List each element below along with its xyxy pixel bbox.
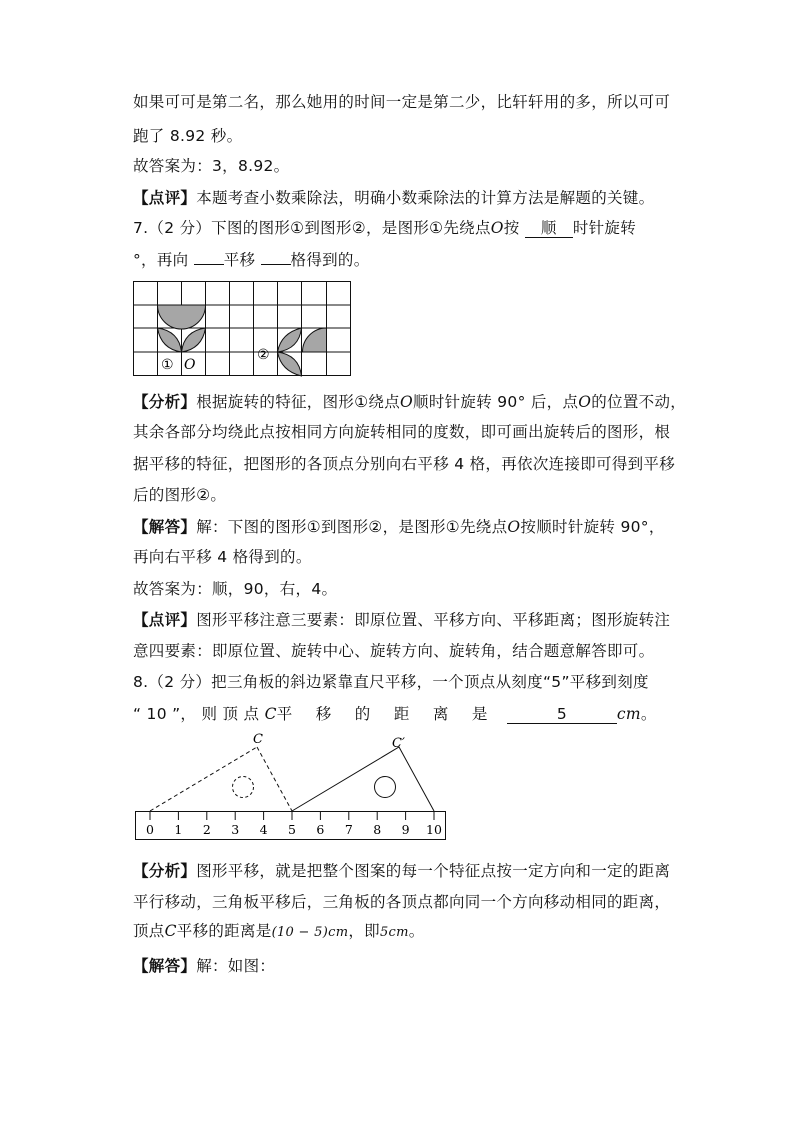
result-value: 5 <box>379 925 389 940</box>
comment-text: 本题考查小数乘除法，明确小数乘除法的计算方法是解题的关键。 <box>196 189 655 207</box>
analysis-text: 顺时针旋转 90° 后，点 <box>413 393 579 411</box>
q7-stem-e: 平移 <box>223 251 256 269</box>
point-o-label: O <box>507 518 521 536</box>
q8-solution <box>133 955 275 977</box>
q7-stem-f: 格得到的。 <box>290 251 370 269</box>
moved-triangle-hole <box>375 777 396 798</box>
q7-stem-b: 按 <box>503 219 520 237</box>
comment-tag: 【点评】 <box>133 189 197 207</box>
q7-analysis-line-1 <box>133 391 686 413</box>
figure-2-label: ② <box>257 347 270 363</box>
q8-ruler-figure <box>133 730 449 842</box>
analysis-text: 根据旋转的特征，图形①绕点 <box>196 393 400 411</box>
q7-stem-line-1 <box>133 217 636 239</box>
ruler-tick-label: 7 <box>344 822 353 837</box>
q8-analysis-line-2: 平行移动，三角板平移后，三角板的各顶点都向同一个方向移动相同的距离， <box>133 893 671 911</box>
q7-solution-line-1 <box>133 516 665 538</box>
q7-blank-1: 顺 <box>525 219 573 238</box>
original-triangle-hypotenuse <box>150 747 257 811</box>
ruler-tick-label: 10 <box>426 822 442 837</box>
q8-stem-2a: “ 10 ”， 则 顶 点 <box>133 705 260 723</box>
solution-text: 按顺时针旋转 90°， <box>520 518 665 536</box>
q8-analysis-line-1 <box>133 860 670 882</box>
solution-tag: 【解答】 <box>133 518 197 536</box>
ruler-tick-label: 9 <box>401 822 410 837</box>
vertex-c-label: C <box>253 732 263 747</box>
point-o-figure-label: O <box>184 357 196 373</box>
solution-text: 解：下图的图形①到图形②，是图形①先绕点 <box>196 518 508 536</box>
point-o-label: O <box>490 219 504 237</box>
q8-analysis-line-3 <box>133 920 425 944</box>
analysis-tag: 【分析】 <box>133 862 197 880</box>
solution-text: 解：如图： <box>196 957 276 975</box>
ruler-tick-label: 2 <box>202 822 211 837</box>
ruler-tick-label: 0 <box>146 822 154 837</box>
q7-stem-c: 时针旋转 <box>572 219 637 237</box>
q7-solution-line-2: 再向右平移 4 格得到的。 <box>133 548 312 566</box>
q7-blank-2 <box>194 264 224 265</box>
ruler-tick-label: 3 <box>231 822 240 837</box>
unit-label: cm <box>616 705 641 723</box>
prev-line-1: 如果可可是第二名，那么她用的时间一定是第二少，比轩轩用的多，所以可可 <box>133 93 671 111</box>
point-o-label: O <box>578 393 592 411</box>
analysis-tag: 【分析】 <box>133 393 197 411</box>
prev-comment <box>133 187 654 209</box>
q7-answer: 故答案为：顺，90，右，4。 <box>133 580 338 598</box>
comment-text: 图形平移注意三要素：即原位置、平移方向、平移距离；图形旋转注 <box>196 611 671 629</box>
period: 。 <box>640 705 657 723</box>
moved-triangle <box>292 747 434 811</box>
q7-comment-line-2: 意四要素：即原位置、旋转中心、旋转方向、旋转角，结合题意解答即可。 <box>133 642 655 660</box>
prev-line-2: 跑了 8.92 秒。 <box>133 127 243 145</box>
q7-analysis-line-3: 据平移的特征，把图形的各顶点分别向右平移 4 格，再依次连接即可得到平移 <box>133 455 676 473</box>
analysis-text: 平移的距离是 <box>176 922 272 940</box>
comment-tag: 【点评】 <box>133 611 197 629</box>
q7-grid-figure <box>133 281 353 377</box>
ruler-tick-label: 1 <box>174 822 183 837</box>
q8-stem-line-2 <box>133 703 657 725</box>
analysis-text: 顶点 <box>133 922 165 940</box>
prev-answer: 故答案为：3，8.92。 <box>133 157 290 175</box>
analysis-text: ，即 <box>348 922 380 940</box>
ruler-tick-label: 6 <box>316 822 325 837</box>
analysis-text: 图形平移，就是把整个图案的每一个特征点按一定方向和一定的距离 <box>196 862 671 880</box>
q8-stem-2b: 平 移 的 距 离 是 <box>276 705 488 723</box>
original-triangle-hole <box>233 777 254 798</box>
analysis-text: 。 <box>408 922 425 940</box>
vertex-c-prime-label: C′ <box>392 736 405 751</box>
q7-blank-3 <box>261 264 291 265</box>
solution-tag: 【解答】 <box>133 957 197 975</box>
q8-stem-line-1: 8.（2 分）把三角板的斜边紧靠直尺平移，一个顶点从刻度“5”平移到刻度 <box>133 673 649 691</box>
ruler-tick-label: 5 <box>288 822 296 837</box>
point-c-label: C <box>164 922 177 940</box>
original-triangle-side <box>257 747 292 811</box>
unit-label: cm <box>328 925 349 940</box>
q7-stem-a: 7.（2 分）下图的图形①到图形②，是图形①先绕点 <box>133 219 491 237</box>
q7-comment-line-1 <box>133 609 670 631</box>
q7-analysis-line-2: 其余各部分均绕此点按相同方向旋转相同的度数，即可画出旋转后的图形，根 <box>133 423 671 441</box>
q7-analysis-line-4: 后的图形②。 <box>133 486 227 504</box>
figure-1-label: ① <box>161 357 174 373</box>
ruler-tick-label: 4 <box>259 822 268 837</box>
point-c-label: C <box>264 705 277 723</box>
q7-stem-d: °，再向 <box>133 251 189 269</box>
formula-distance: (10 − 5) <box>271 925 329 940</box>
q7-stem-line-2 <box>133 249 370 271</box>
ruler-tick-label: 8 <box>373 822 382 837</box>
unit-label: cm <box>388 925 409 940</box>
point-o-label: O <box>400 393 414 411</box>
analysis-text: 的位置不动， <box>591 393 687 411</box>
q8-answer-blank: 5 <box>507 705 617 724</box>
